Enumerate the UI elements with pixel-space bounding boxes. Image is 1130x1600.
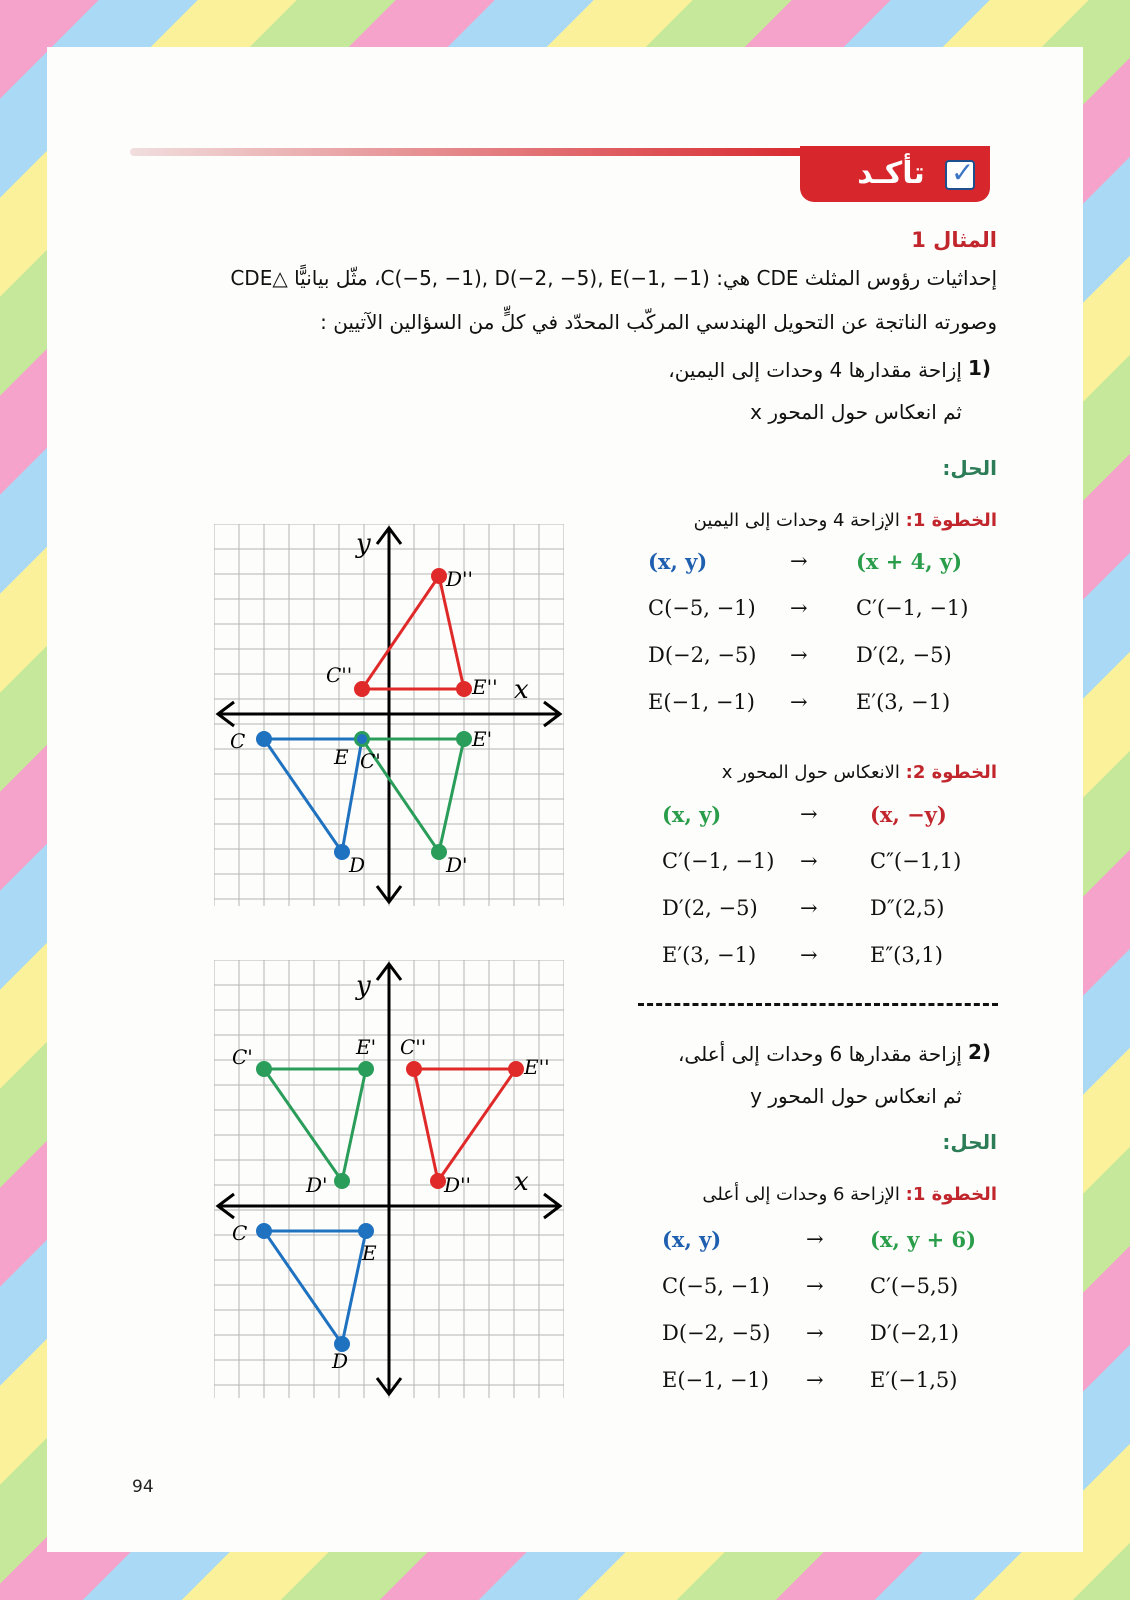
header-line: [130, 148, 820, 156]
problem1-step2-text: الانعكاس حول المحور x: [721, 762, 900, 783]
p1s2-row0-from: (x, y): [662, 802, 722, 827]
p1s2-row1-to: C″(−1,1): [870, 849, 962, 873]
graph-problem2: [214, 960, 564, 1398]
p2s1-row0-from: (x, y): [662, 1227, 722, 1252]
point-e: [357, 734, 367, 744]
label-c-prime: C': [232, 1045, 253, 1069]
label-e-double-prime: E'': [524, 1055, 550, 1079]
problem1-step2-title: [600, 762, 997, 783]
p2s1-row3-arrow: →: [806, 1368, 824, 1392]
p1s1-row2-from: D(−2, −5): [648, 643, 757, 667]
p1s1-row0-from: (x, y): [648, 549, 708, 574]
section-title: تأكـد: [857, 156, 925, 191]
p1s1-row3-to: E′(3, −1): [856, 690, 951, 714]
label-c-double-prime: C'': [400, 1035, 427, 1059]
p2s1-row0-arrow: →: [806, 1227, 824, 1251]
p1s2-row0-arrow: →: [800, 802, 818, 826]
label-d-double-prime: D'': [444, 1173, 472, 1197]
page-number: 94: [132, 1477, 154, 1497]
p1s1-row1-from: C(−5, −1): [648, 596, 756, 620]
problem1-step1-text: الإزاحة 4 وحدات إلى اليمين: [693, 510, 900, 531]
p2s1-row2-from: D(−2, −5): [662, 1321, 771, 1345]
graph-problem1: [214, 524, 564, 906]
p1s1-row0-to: (x + 4, y): [856, 549, 963, 574]
label-e-double-prime: E'': [472, 675, 498, 699]
point-e: [358, 1223, 374, 1239]
label-e: E: [362, 1241, 377, 1265]
problem2-step1-title: [600, 1184, 997, 1205]
p1s2-row3-from: E′(3, −1): [662, 943, 757, 967]
axes: [218, 528, 560, 902]
example-label: المثال 1: [911, 228, 997, 252]
p2s1-row1-to: C′(−5,5): [870, 1274, 959, 1298]
problem2-line1: إزاحة مقدارها 6 وحدات إلى أعلى،: [677, 1042, 962, 1066]
example-intro-line1: إحداثيات رؤوس المثلث CDE هي: C(−5, −1), D(−2, −5), E(−1, −1)، مثّل بيانيًّا △CDE: [230, 266, 997, 290]
p2s1-row3-to: E′(−1,5): [870, 1368, 958, 1392]
point-c-double-prime: [354, 681, 370, 697]
problem1-number: [968, 356, 991, 380]
problem2-step1-label: الخطوة 1:: [905, 1184, 997, 1205]
axes: [218, 964, 560, 1394]
problem1-number-text: 1): [968, 356, 992, 380]
p1s1-row2-arrow: →: [790, 643, 808, 667]
label-e-prime: E': [472, 727, 493, 751]
point-c-prime: [256, 1061, 272, 1077]
problem2-step1-text: الإزاحة 6 وحدات إلى أعلى: [702, 1184, 900, 1205]
p1s2-row1-from: C′(−1, −1): [662, 849, 775, 873]
y-axis-label: y: [356, 971, 371, 1001]
triangle-cde: [264, 1231, 366, 1344]
triangle-cde-prime: [264, 1069, 366, 1181]
problem1-line2: ثم انعكاس حول المحور x: [750, 400, 962, 424]
problem2-solution-label: الحل:: [942, 1130, 997, 1154]
point-c: [256, 731, 272, 747]
point-d-prime: [431, 844, 447, 860]
p1s1-row3-from: E(−1, −1): [648, 690, 755, 714]
label-c-double-prime: C'': [326, 663, 353, 687]
label-d: D: [332, 1349, 349, 1373]
p1s1-row1-to: C′(−1, −1): [856, 596, 969, 620]
triangle-cde-double-prime: [414, 1069, 516, 1181]
triangle-cde-double-prime: [362, 576, 464, 689]
point-d-double-prime: [431, 568, 447, 584]
label-d-prime: D': [446, 853, 468, 877]
label-c: C: [230, 729, 246, 753]
p2s1-row0-to: (x, y + 6): [870, 1227, 977, 1252]
problem2-number: [968, 1040, 991, 1064]
y-axis-label: y: [356, 529, 371, 559]
label-d-double-prime: D'': [446, 567, 474, 591]
label-c-prime: C': [360, 749, 381, 773]
problem1-step2-label: الخطوة 2:: [905, 762, 997, 783]
x-axis-label: x: [514, 1167, 529, 1197]
point-c-double-prime: [406, 1061, 422, 1077]
problem2-line2: ثم انعكاس حول المحور y: [750, 1084, 962, 1108]
p2s1-row3-from: E(−1, −1): [662, 1368, 769, 1392]
label-e-prime: E': [356, 1035, 377, 1059]
problem1-step1-label: الخطوة 1:: [905, 510, 997, 531]
point-c: [256, 1223, 272, 1239]
point-e-prime: [358, 1061, 374, 1077]
p1s2-row3-to: E″(3,1): [870, 943, 943, 967]
p2s1-row2-to: D′(−2,1): [870, 1321, 959, 1345]
example-intro-line2: وصورته الناتجة عن التحويل الهندسي المركّب المحدّد في كلٍّ من السؤالين الآتيين :: [320, 310, 997, 334]
x-axis-label: x: [514, 675, 529, 705]
section-divider: [638, 1003, 998, 1006]
p2s1-row2-arrow: →: [806, 1321, 824, 1345]
p1s2-row2-from: D′(2, −5): [662, 896, 758, 920]
p1s1-row0-arrow: →: [790, 549, 808, 573]
p2s1-row1-arrow: →: [806, 1274, 824, 1298]
problem1-step1-title: [600, 510, 997, 531]
problem1-solution-label: الحل:: [942, 456, 997, 480]
point-d-prime: [334, 1173, 350, 1189]
problem1-line1: إزاحة مقدارها 4 وحدات إلى اليمين،: [668, 358, 962, 382]
p1s2-row2-to: D″(2,5): [870, 896, 945, 920]
point-e-prime: [456, 731, 472, 747]
check-icon: ✓: [945, 160, 975, 190]
point-d: [334, 844, 350, 860]
p1s1-row1-arrow: →: [790, 596, 808, 620]
problem2-number-text: 2): [968, 1040, 992, 1064]
p1s2-row3-arrow: →: [800, 943, 818, 967]
p1s1-row2-to: D′(2, −5): [856, 643, 952, 667]
point-e-double-prime: [508, 1061, 524, 1077]
p1s2-row1-arrow: →: [800, 849, 818, 873]
p1s2-row0-to: (x, −y): [870, 802, 947, 827]
label-c: C: [232, 1221, 248, 1245]
p1s2-row2-arrow: →: [800, 896, 818, 920]
label-d: D: [349, 853, 366, 877]
label-d-prime: D': [306, 1173, 328, 1197]
point-e-double-prime: [456, 681, 472, 697]
label-e: E: [334, 745, 349, 769]
p2s1-row1-from: C(−5, −1): [662, 1274, 770, 1298]
p1s1-row3-arrow: →: [790, 690, 808, 714]
